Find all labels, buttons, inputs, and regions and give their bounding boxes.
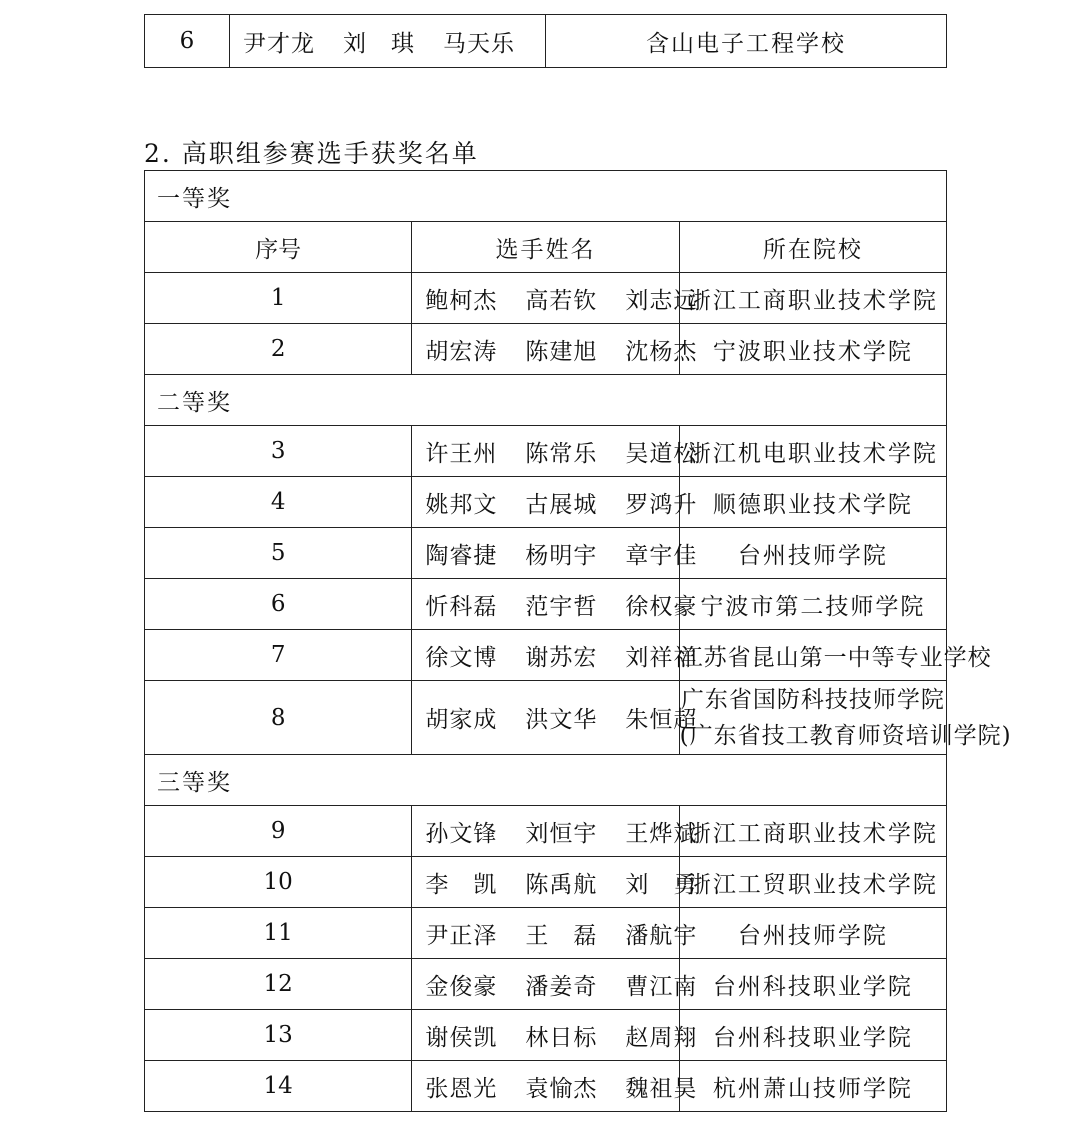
player-name: 魏祖昊	[625, 1075, 698, 1102]
player-name: 赵周翔	[625, 1024, 698, 1051]
row-number: 13	[145, 1010, 412, 1061]
section-label-first: 一等奖	[145, 171, 947, 222]
player-names	[412, 806, 698, 857]
table-row	[145, 630, 947, 681]
school-name-line: 广东省国防科技技师学院	[680, 686, 945, 713]
school-name: 杭州萧山技师学院	[679, 1061, 946, 1112]
player-name: 马天乐	[443, 30, 515, 57]
table-row	[145, 324, 947, 375]
school-name: 江苏省昆山第一中等专业学校	[679, 630, 946, 681]
player-name: 王烨斌	[625, 820, 698, 847]
school-name: 台州科技职业学院	[679, 1010, 946, 1061]
player-name: 陶睿捷	[425, 542, 498, 569]
school-name: 台州科技职业学院	[679, 959, 946, 1010]
player-name: 胡家成	[425, 707, 498, 733]
player-name: 胡宏涛	[425, 338, 498, 365]
player-name: 许王州	[425, 440, 498, 467]
player-name: 林日标	[525, 1024, 598, 1051]
player-name: 章宇佳	[625, 542, 698, 569]
school-name: 台州技师学院	[679, 528, 946, 579]
header-row	[145, 222, 947, 273]
row-number: 4	[145, 477, 412, 528]
player-name: 尹才龙	[243, 30, 315, 57]
player-name: 杨明宇	[525, 542, 598, 569]
player-name: 吴道松	[625, 440, 698, 467]
header-number: 序号	[145, 222, 412, 273]
section-label-third: 三等奖	[145, 755, 947, 806]
section-row-third	[145, 755, 947, 806]
section-label-second: 二等奖	[145, 375, 947, 426]
player-names	[412, 1010, 698, 1061]
player-names	[412, 681, 698, 755]
award-list-table	[144, 170, 1012, 1112]
row-number: 8	[145, 681, 412, 755]
row-number: 6	[145, 15, 230, 68]
row-number: 14	[145, 1061, 412, 1112]
table-row	[145, 681, 947, 755]
player-name: 范宇哲	[525, 593, 598, 620]
row-number: 1	[145, 273, 412, 324]
table-row	[145, 806, 947, 857]
school-name: 宁波职业技术学院	[679, 324, 946, 375]
player-name: 古展城	[525, 491, 598, 518]
school-name: 浙江工贸职业技术学院	[679, 857, 946, 908]
section-heading: 2. 高职组参赛选手获奖名单	[144, 139, 479, 168]
player-names	[412, 528, 698, 579]
row-number: 5	[145, 528, 412, 579]
table-row	[145, 1010, 947, 1061]
player-name: 徐权豪	[625, 593, 698, 620]
player-name: 洪文华	[525, 707, 598, 733]
header-school: 所在院校	[679, 222, 946, 273]
previous-award-table	[144, 14, 947, 68]
player-name: 谢苏宏	[525, 644, 598, 671]
player-name: 姚邦文	[425, 491, 498, 518]
player-name: 陈常乐	[525, 440, 598, 467]
section-row-second	[145, 375, 947, 426]
school-name: 宁波市第二技师学院	[679, 579, 946, 630]
player-name: 刘 勇	[625, 871, 698, 898]
player-names	[230, 15, 546, 68]
table-row	[145, 579, 947, 630]
player-name: 刘恒宇	[525, 820, 598, 847]
row-number: 9	[145, 806, 412, 857]
school-name: 浙江工商职业技术学院	[679, 806, 946, 857]
player-name: 鲍柯杰	[425, 287, 498, 314]
player-name: 谢侯凯	[425, 1024, 498, 1051]
player-name: 忻科磊	[425, 593, 498, 620]
player-names	[412, 477, 698, 528]
row-number: 11	[145, 908, 412, 959]
table-row	[145, 15, 947, 68]
player-name: 刘祥祥	[625, 644, 698, 671]
player-name: 刘志远	[625, 287, 698, 314]
table-row	[145, 857, 947, 908]
player-name: 朱恒超	[625, 707, 698, 733]
player-name: 金俊豪	[425, 973, 498, 1000]
table-row	[145, 1061, 947, 1112]
player-names	[412, 857, 698, 908]
player-names	[412, 579, 698, 630]
school-name	[679, 681, 1012, 755]
school-name: 台州技师学院	[679, 908, 946, 959]
player-name: 刘 琪	[343, 30, 415, 57]
player-name: 沈杨杰	[625, 338, 698, 365]
table-row	[145, 426, 947, 477]
player-names	[412, 324, 698, 375]
player-name: 罗鸿升	[625, 491, 698, 518]
player-names	[412, 426, 698, 477]
table-row	[145, 477, 947, 528]
table-row	[145, 528, 947, 579]
player-name: 陈禹航	[525, 871, 598, 898]
player-name: 张恩光	[425, 1075, 498, 1102]
player-name: 王 磊	[525, 922, 598, 949]
player-name: 袁愉杰	[525, 1075, 598, 1102]
player-name: 孙文锋	[425, 820, 498, 847]
player-names	[412, 959, 698, 1010]
player-name: 潘姜奇	[525, 973, 598, 1000]
player-name: 尹正泽	[425, 922, 498, 949]
row-number: 7	[145, 630, 412, 681]
player-name: 陈建旭	[525, 338, 598, 365]
row-number: 3	[145, 426, 412, 477]
player-name: 高若钦	[525, 287, 598, 314]
player-names	[412, 1061, 698, 1112]
school-name: 浙江机电职业技术学院	[679, 426, 946, 477]
table-row	[145, 908, 947, 959]
row-number: 6	[145, 579, 412, 630]
row-number: 10	[145, 857, 412, 908]
section-row-first	[145, 171, 947, 222]
player-name: 徐文博	[425, 644, 498, 671]
school-name: 顺德职业技术学院	[679, 477, 946, 528]
school-name: 含山电子工程学校	[546, 15, 947, 68]
player-names	[412, 908, 698, 959]
player-names	[412, 273, 698, 324]
table-row	[145, 273, 947, 324]
header-names: 选手姓名	[412, 222, 679, 273]
player-name: 李 凯	[425, 871, 498, 898]
player-names	[412, 630, 698, 681]
row-number: 12	[145, 959, 412, 1010]
player-name: 潘航宇	[625, 922, 698, 949]
school-name-line: (广东省技工教育师资培训学院)	[679, 722, 1012, 749]
table-row	[145, 959, 947, 1010]
player-name: 曹江南	[625, 973, 698, 1000]
school-name: 浙江工商职业技术学院	[679, 273, 946, 324]
row-number: 2	[145, 324, 412, 375]
